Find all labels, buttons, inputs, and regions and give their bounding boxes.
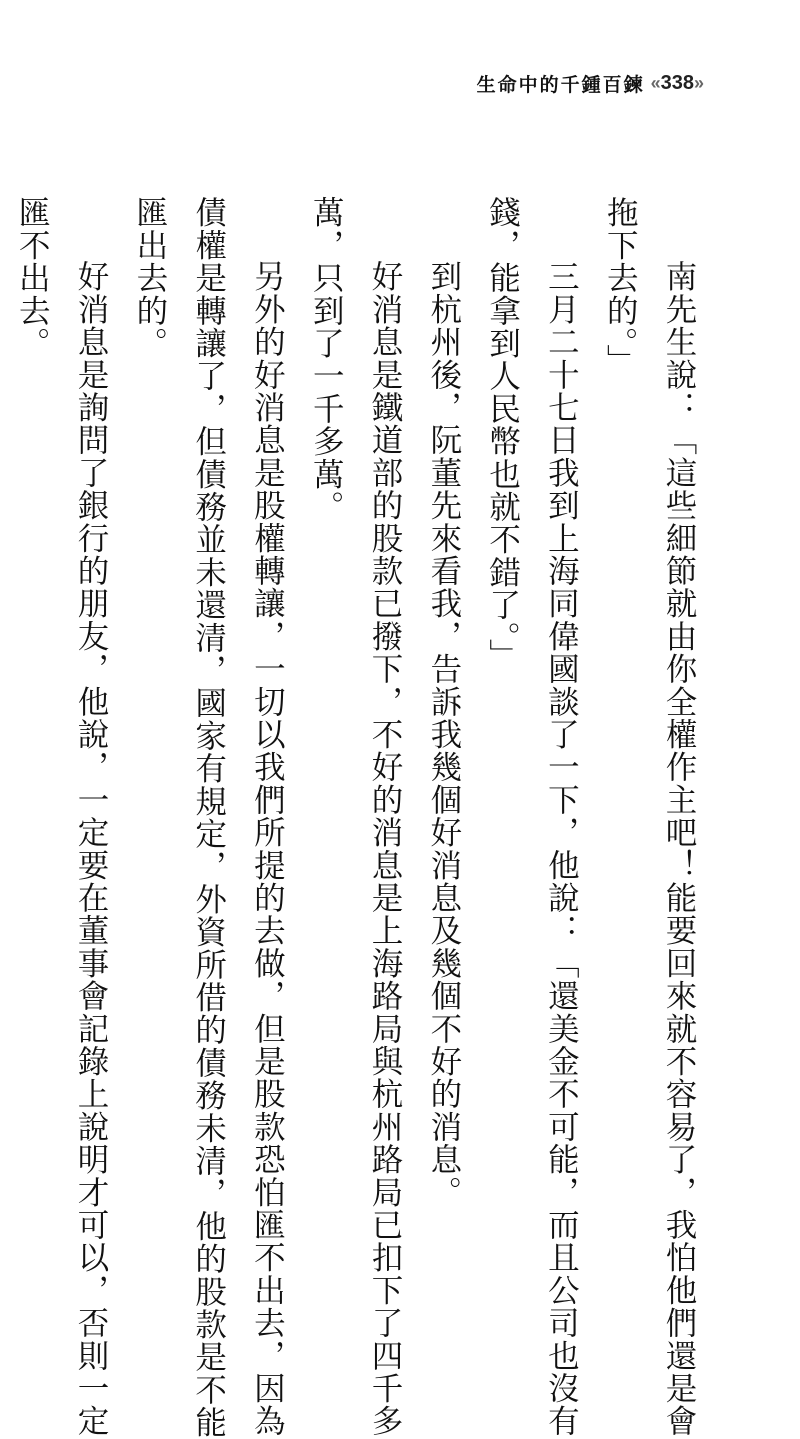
text-column: 匯不出去。: [14, 196, 51, 360]
right-ornament-icon: »: [693, 73, 704, 93]
text-column: 另外的好消息是股權轉讓，一切以我們所提的去做，但是股款恐怕匯不出去，因為: [249, 260, 286, 1438]
text-column: 拖下去的。」: [602, 196, 639, 377]
page-number-badge: [651, 72, 704, 95]
vertical-body-text: [0, 196, 708, 1439]
text-column: 南先生說：「這些細節就由你全權作主吧！能要回來就不容易了，我怕他們還是會: [661, 260, 697, 1438]
left-ornament-icon: «: [650, 73, 661, 93]
text-column: 匯出去的。: [131, 196, 168, 360]
text-column: 債權是轉讓了，但債務並未還清，國家有規定，外資所借的債務未清，他的股款是不能: [190, 196, 227, 1439]
running-header: [477, 70, 704, 97]
text-column: 萬，只到了一千多萬。: [308, 196, 345, 523]
book-title: 生命中的千鍾百鍊: [476, 74, 645, 96]
text-column: 好消息是鐵道部的股款已撥下，不好的消息是上海路局與杭州路局已扣下了四千多: [367, 260, 404, 1438]
text-column: 三月二十七日我到上海同偉國談了一下，他說：「還美金不可能，而且公司也沒有: [543, 260, 580, 1438]
page-number: 338: [660, 72, 694, 94]
text-column: 到杭州後，阮董先來看我，告訴我幾個好消息及幾個不好的消息。: [425, 260, 462, 1209]
text-column: 好消息是詢問了銀行的朋友，他說，一定要在董事會記錄上說明才可以，否則一定: [73, 260, 110, 1438]
text-column: 錢，能拿到人民幣也就不錯了。」: [484, 196, 521, 671]
